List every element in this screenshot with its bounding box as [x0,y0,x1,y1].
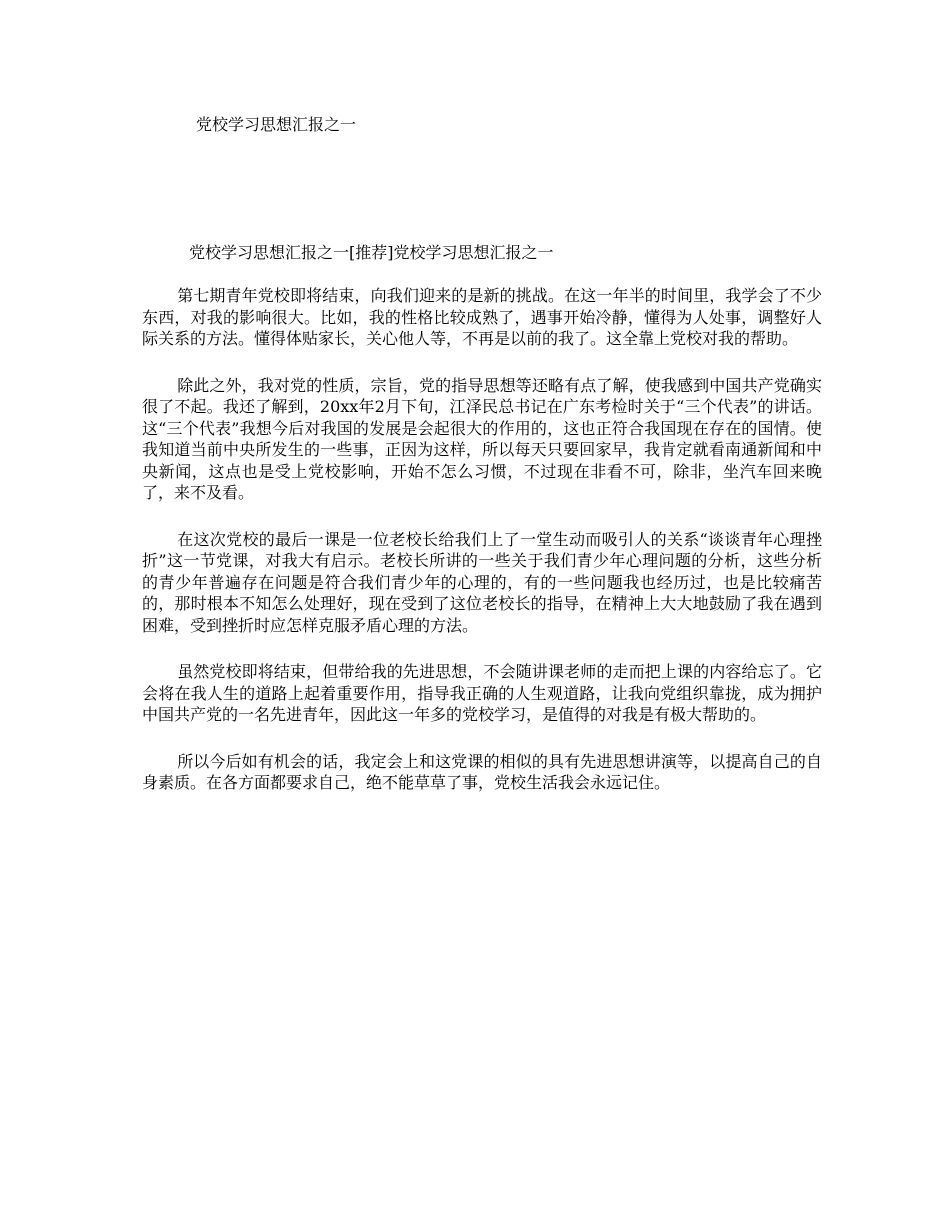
paragraph-2: 除此之外，我对党的性质，宗旨，党的指导思想等还略有点了解，使我感到中国共产党确实很了不起。我还了解到，20xx年2月下旬，江泽民总书记在广东考检时关于“三个代表”的讲话。这“三个代表”我想今后对我国的发展是会起很大的作用的，这也正符合我国现在存在的国情。使我知道当前中央所发生的一些事，正因为这样，所以每天只要回家早，我肯定就看南通新闻和中央新闻，这点也是受上党校影响，开始不怎么习惯，不过现在非看不可，除非，坐汽车回来晚了，来不及看。 [142,375,822,502]
paragraph-5: 所以今后如有机会的话，我定会上和这党课的相似的具有先进思想讲演等，以提高自己的自身素质。在各方面都要求自己，绝不能草草了事，党校生活我会永远记住。 [142,751,822,792]
paragraph-3: 在这次党校的最后一课是一位老校长给我们上了一堂生动而吸引人的关系“谈谈青年心理挫折”这一节党课，对我大有启示。老校长所讲的一些关于我们青少年心理问题的分析，这些分析的青少年普遍存在问题是符合我们青少年的心理的，有的一些问题我也经历过，也是比较痛苦的，那时根本不知怎么处理好，现在受到了这位老校长的指导，在精神上大大地鼓励了我在遇到困难，受到挫折时应怎样克服矛盾心理的方法。 [142,529,822,635]
paragraph-4: 虽然党校即将结束，但带给我的先进思想，不会随讲课老师的走而把上课的内容给忘了。它会将在我人生的道路上起着重要作用，指导我正确的人生观道路，让我向党组织靠拢，成为拥护中国共产党的一名先进青年，因此这一年多的党校学习，是值得的对我是有极大帮助的。 [142,662,822,724]
document-body [142,285,822,819]
paragraph-1: 第七期青年党校即将结束，向我们迎来的是新的挑战。在这一年半的时间里，我学会了不少东西，对我的影响很大。比如，我的性格比较成熟了，遇事开始冷静，懂得为人处事，调整好人际关系的方法。懂得体贴家长，关心他人等，不再是以前的我了。这全靠上党校对我的帮助。 [142,286,822,348]
document-title: 党校学习思想汇报之一 [196,115,357,134]
document-subtitle: 党校学习思想汇报之一[推荐]党校学习思想汇报之一 [189,243,554,262]
